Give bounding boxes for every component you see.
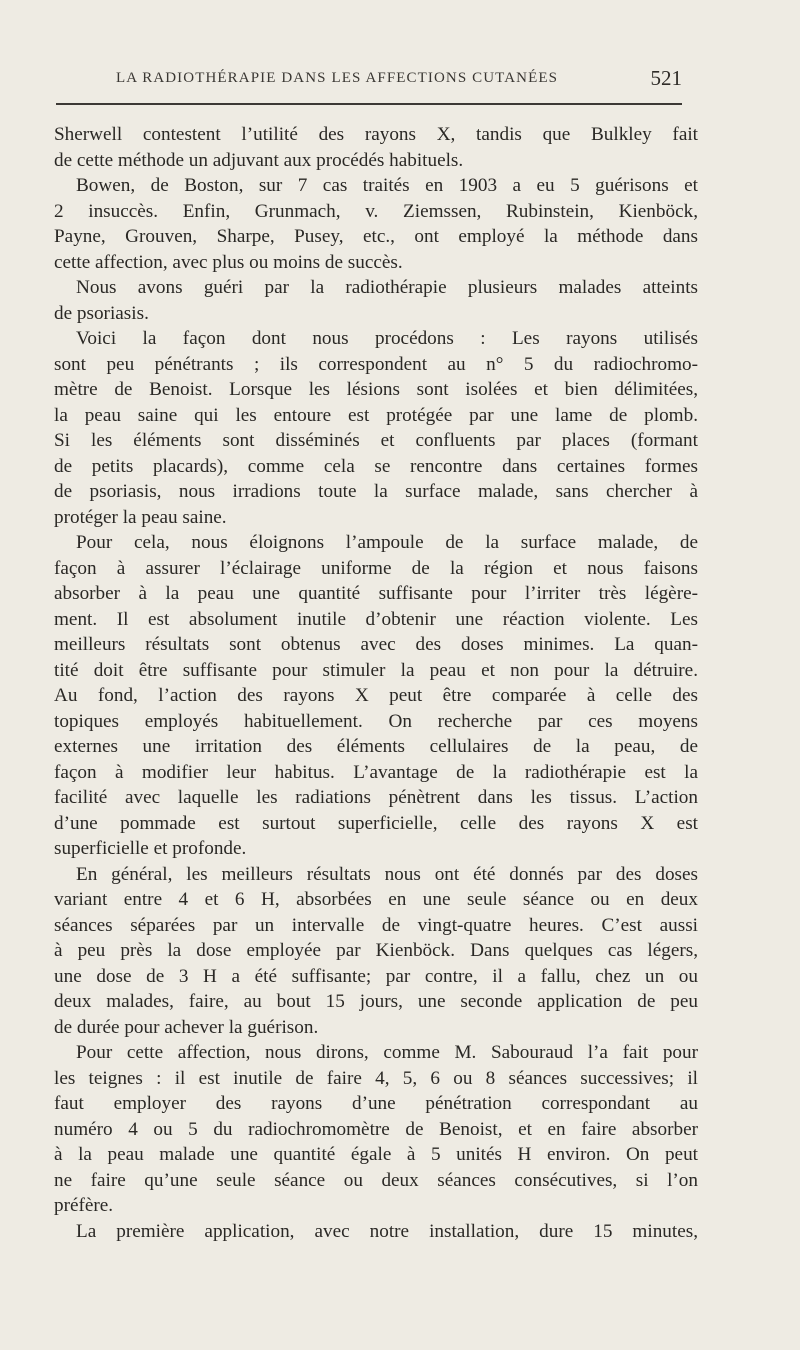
- text-line: En général, les meilleurs résultats nous ont été donnés par des doses: [76, 863, 698, 885]
- text-line: ne faire qu’une seule séance ou deux séances consécutives, si l’on: [54, 1169, 698, 1191]
- paragraph: [54, 275, 698, 326]
- text-line: de psoriasis, nous irradions toute la surface malade, sans chercher à: [54, 481, 698, 502]
- text-line: préfère.: [54, 1195, 114, 1216]
- text-line: une dose de 3 H a été suffisante; par contre, il a fallu, chez un ou: [54, 965, 698, 987]
- paragraph: [54, 862, 698, 1041]
- text-line: mètre de Benoist. Lorsque les lésions sont isolées et bien délimitées,: [54, 379, 698, 400]
- text-line: Si les éléments sont disséminés et confluents par places (formant: [54, 430, 698, 451]
- paragraph: [54, 326, 698, 530]
- text-line: les teignes : il est inutile de faire 4, 5, 6 ou 8 séances successives; il: [54, 1067, 698, 1089]
- text-line: tité doit être suffisante pour stimuler la peau et non pour la détruire.: [54, 659, 698, 681]
- text-line: sont peu pénétrants ; ils correspondent au n° 5 du radiochromo-: [54, 353, 698, 375]
- text-line: la peau saine qui les entoure est protégée par une lame de plomb.: [54, 404, 698, 426]
- text-line: protéger la peau saine.: [54, 506, 227, 528]
- paragraph: [54, 173, 698, 275]
- text-line: facilité avec laquelle les radiations pénètrent dans les tissus. L’action: [54, 787, 698, 808]
- text-line: façon à assurer l’éclairage uniforme de la région et nous faisons: [54, 557, 698, 579]
- text-line: topiques employés habituellement. On recherche par ces moyens: [54, 710, 698, 732]
- text-line: numéro 4 ou 5 du radiochromomètre de Benoist, et en faire absorber: [54, 1118, 698, 1140]
- header-rule: [56, 103, 682, 105]
- text-line: La première application, avec notre installation, dure 15 minutes,: [76, 1220, 698, 1242]
- text-line: Nous avons guéri par la radiothérapie plusieurs malades atteints: [76, 277, 698, 298]
- text-line: à la peau malade une quantité égale à 5 unités H environ. On peut: [54, 1144, 698, 1165]
- text-line: d’une pommade est surtout superficielle, celle des rayons X est: [54, 812, 698, 834]
- text-line: Pour cette affection, nous dirons, comme M. Sabouraud l’a fait pour: [76, 1042, 698, 1063]
- text-line: façon à modifier leur habitus. L’avantage de la radiothérapie est la: [54, 761, 698, 783]
- text-line: superficielle et profonde.: [54, 838, 247, 859]
- text-line: de cette méthode un adjuvant aux procédés habituels.: [54, 149, 464, 171]
- text-line: de durée pour achever la guérison.: [54, 1016, 319, 1038]
- text-line: absorber à la peau une quantité suffisante pour l’irriter très légère-: [54, 583, 698, 604]
- paragraph: [54, 1040, 698, 1219]
- page-header: [54, 66, 682, 94]
- text-line: cette affection, avec plus ou moins de succès.: [54, 251, 403, 273]
- paragraph: [54, 530, 698, 862]
- text-line: 2 insuccès. Enfin, Grunmach, v. Ziemssen, Rubinstein, Kienböck,: [54, 200, 698, 222]
- body-text: [54, 122, 698, 1244]
- text-line: ment. Il est absolument inutile d’obtenir une réaction violente. Les: [54, 608, 698, 630]
- page-number: 521: [650, 66, 682, 90]
- text-line: variant entre 4 et 6 H, absorbées en une seule séance ou en deux: [54, 889, 698, 910]
- text-line: Sherwell contestent l’utilité des rayons X, tandis que Bulkley fait: [54, 124, 698, 145]
- text-line: à peu près la dose employée par Kienböck. Dans quelques cas légers,: [54, 940, 698, 961]
- text-line: de psoriasis.: [54, 302, 149, 324]
- text-line: Voici la façon dont nous procédons : Les rayons utilisés: [76, 328, 698, 349]
- text-line: Payne, Grouven, Sharpe, Pusey, etc., ont employé la méthode dans: [54, 226, 698, 247]
- paragraph: [54, 1219, 698, 1245]
- text-line: Bowen, de Boston, sur 7 cas traités en 1903 a eu 5 guérisons et: [76, 175, 698, 196]
- paragraph: [54, 122, 698, 173]
- text-line: Au fond, l’action des rayons X peut être comparée à celle des: [54, 685, 698, 706]
- text-line: faut employer des rayons d’une pénétration correspondant au: [54, 1093, 698, 1114]
- text-line: externes une irritation des éléments cellulaires de la peau, de: [54, 736, 698, 757]
- text-line: Pour cela, nous éloignons l’ampoule de la surface malade, de: [76, 532, 698, 553]
- text-line: séances séparées par un intervalle de vingt-quatre heures. C’est aussi: [54, 914, 698, 936]
- text-line: meilleurs résultats sont obtenus avec des doses minimes. La quan-: [54, 634, 698, 655]
- running-head: LA RADIOTHÉRAPIE DANS LES AFFECTIONS CUTANÉES: [116, 70, 559, 86]
- text-line: deux malades, faire, au bout 15 jours, une seconde application de peu: [54, 991, 698, 1012]
- text-line: de petits placards), comme cela se rencontre dans certaines formes: [54, 455, 698, 477]
